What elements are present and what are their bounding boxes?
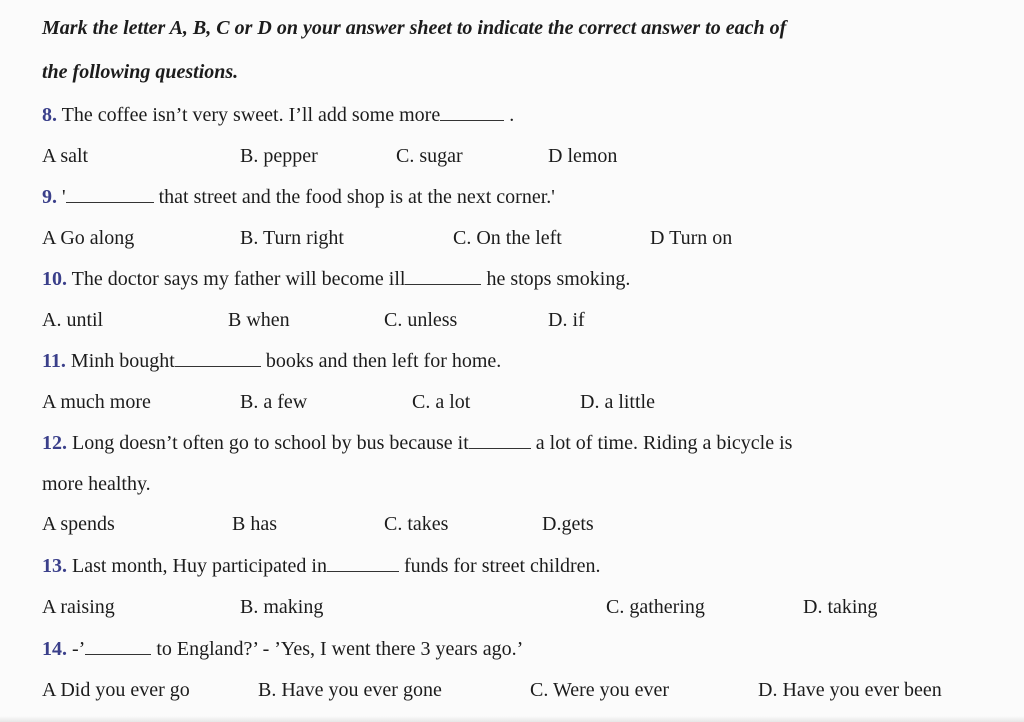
question-text-end: books and then left for home. [260,350,502,372]
question-12 [42,431,792,455]
option-c: C. gathering [606,596,705,618]
question-text-end: funds for street children. [398,555,601,577]
option-a: A spends [42,513,115,535]
option-c: C. On the left [453,227,562,249]
answer-blank [66,188,154,203]
option-a: A Did you ever go [42,679,190,701]
question-text-end: that street and the food shop is at the next corner.' [153,186,555,208]
question-14 [42,637,523,661]
answer-blank [405,270,481,285]
question-text-end: a lot of time. Riding a bicycle is [530,432,793,454]
question-8 [42,103,514,127]
question-number: 12. [42,432,67,454]
option-a: A salt [42,145,89,167]
instruction-line-1: Mark the letter A, B, C or D on your answer sheet to indicate the correct answer to each of [42,17,787,39]
page-bottom-edge [0,716,1024,722]
option-d: D.gets [542,513,594,535]
question-text: The coffee isn’t very sweet. I’ll add some more [57,104,441,126]
option-d: D. if [548,309,585,331]
question-number: 9. [42,186,57,208]
option-d: D Turn on [650,227,733,249]
option-c: C. sugar [396,145,463,167]
answer-blank [175,352,261,367]
question-number: 8. [42,104,57,126]
question-number: 10. [42,268,67,290]
option-a: A Go along [42,227,135,249]
option-c: C. a lot [412,391,471,413]
question-text: -’ [67,638,86,660]
question-number: 14. [42,638,67,660]
option-c: C. unless [384,309,458,331]
option-d: D. a little [580,391,655,413]
question-text: ' [57,186,66,208]
question-number: 11. [42,350,66,372]
option-b: B. making [240,596,324,618]
answer-blank [85,640,151,655]
question-12-continuation: more healthy. [42,473,151,495]
option-c: C. takes [384,513,449,535]
option-a: A raising [42,596,115,618]
question-11 [42,349,501,373]
option-d: D. Have you ever been [758,679,942,701]
answer-blank [469,434,531,449]
option-a: A much more [42,391,151,413]
option-b: B. Have you ever gone [258,679,442,701]
option-c: C. Were you ever [530,679,670,701]
option-b: B when [228,309,290,331]
option-b: B. a few [240,391,308,413]
option-a: A. until [42,309,104,331]
option-b: B. Turn right [240,227,344,249]
question-text-end: to England?’ - ’Yes, I went there 3 years ago.’ [151,638,524,660]
question-13 [42,554,601,578]
instruction-line-2: the following questions. [42,61,239,83]
question-text-end: he stops smoking. [481,268,631,290]
question-text: Last month, Huy participated in [67,555,327,577]
answer-blank [327,557,399,572]
answer-blank [440,106,504,121]
question-text-end: . [504,104,515,126]
option-d: D lemon [548,145,618,167]
question-10 [42,267,630,291]
option-b: B. pepper [240,145,318,167]
question-text: Minh bought [65,350,175,372]
question-text: The doctor says my father will become ill [67,268,406,290]
question-text: Long doesn’t often go to school by bus because it [67,432,469,454]
question-number: 13. [42,555,67,577]
question-9 [42,185,555,209]
option-d: D. taking [803,596,878,618]
option-b: B has [232,513,277,535]
